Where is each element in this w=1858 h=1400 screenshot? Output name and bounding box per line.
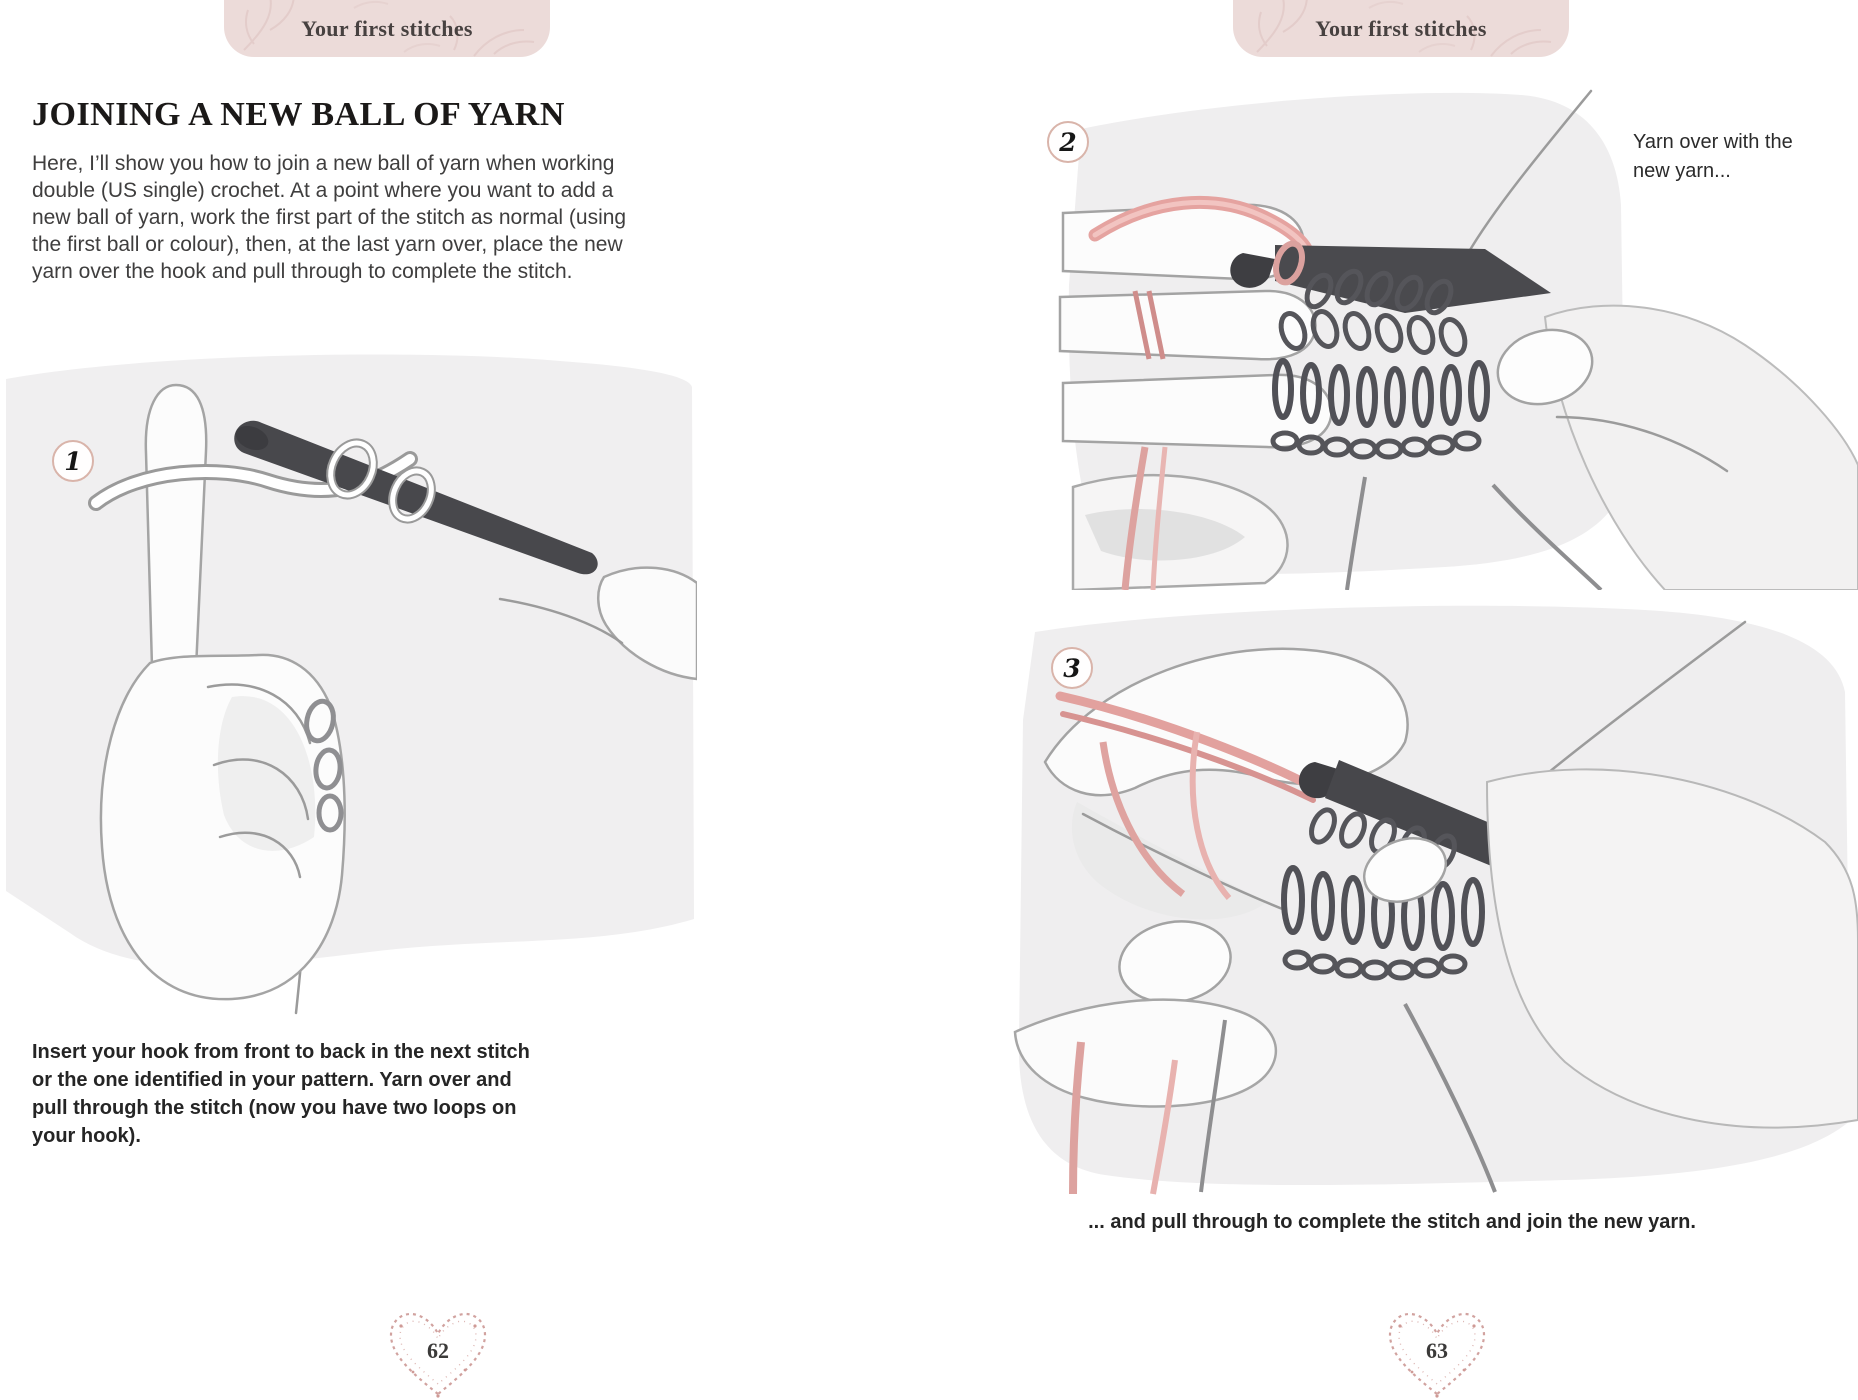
left-page-header-tab — [224, 0, 550, 57]
finger-sketch — [1060, 291, 1316, 359]
page-title: JOINING A NEW BALL OF YARN — [32, 96, 565, 133]
right-page-header-tab — [1233, 0, 1569, 57]
page-number-label: 63 — [1426, 1338, 1448, 1363]
left-tab-label: Your first stitches — [301, 15, 473, 41]
page-number-63 — [1382, 1306, 1492, 1400]
step-2-badge — [1047, 121, 1089, 163]
step-1-badge — [52, 440, 94, 482]
page-number-62 — [383, 1306, 493, 1400]
step-3-badge — [1051, 647, 1093, 689]
illustration-step-1 — [0, 335, 697, 1030]
step-2-annotation: Yarn over with the new yarn... — [1633, 131, 1793, 182]
step-3-number: 3 — [1063, 653, 1081, 683]
hand-sketch — [1545, 306, 1858, 590]
step-1-caption: Insert your hook from front to back in the next stitch or the one identified in your pattern. Yarn over and pull through the stitch (now you have two loops on your hook). — [32, 1041, 530, 1147]
step-2-number: 2 — [1059, 127, 1077, 157]
hand-sketch — [146, 385, 206, 669]
intro-paragraph: Here, I’ll show you how to join a new ball of yarn when working double (US single) crochet. At a point where you want to add a new ball of yarn, work the first part of the stitch as normal (using the first ball or colour), then, at the last yarn over, place the new yarn over the hook and pull through to complete the stitch. — [32, 152, 627, 283]
step-1-number: 1 — [64, 446, 82, 476]
page-number-label: 62 — [427, 1338, 449, 1363]
illustration-step-3 — [845, 600, 1858, 1200]
right-tab-label: Your first stitches — [1315, 15, 1487, 41]
step-3-caption: ... and pull through to complete the stitch and join the new yarn. — [1088, 1211, 1696, 1233]
